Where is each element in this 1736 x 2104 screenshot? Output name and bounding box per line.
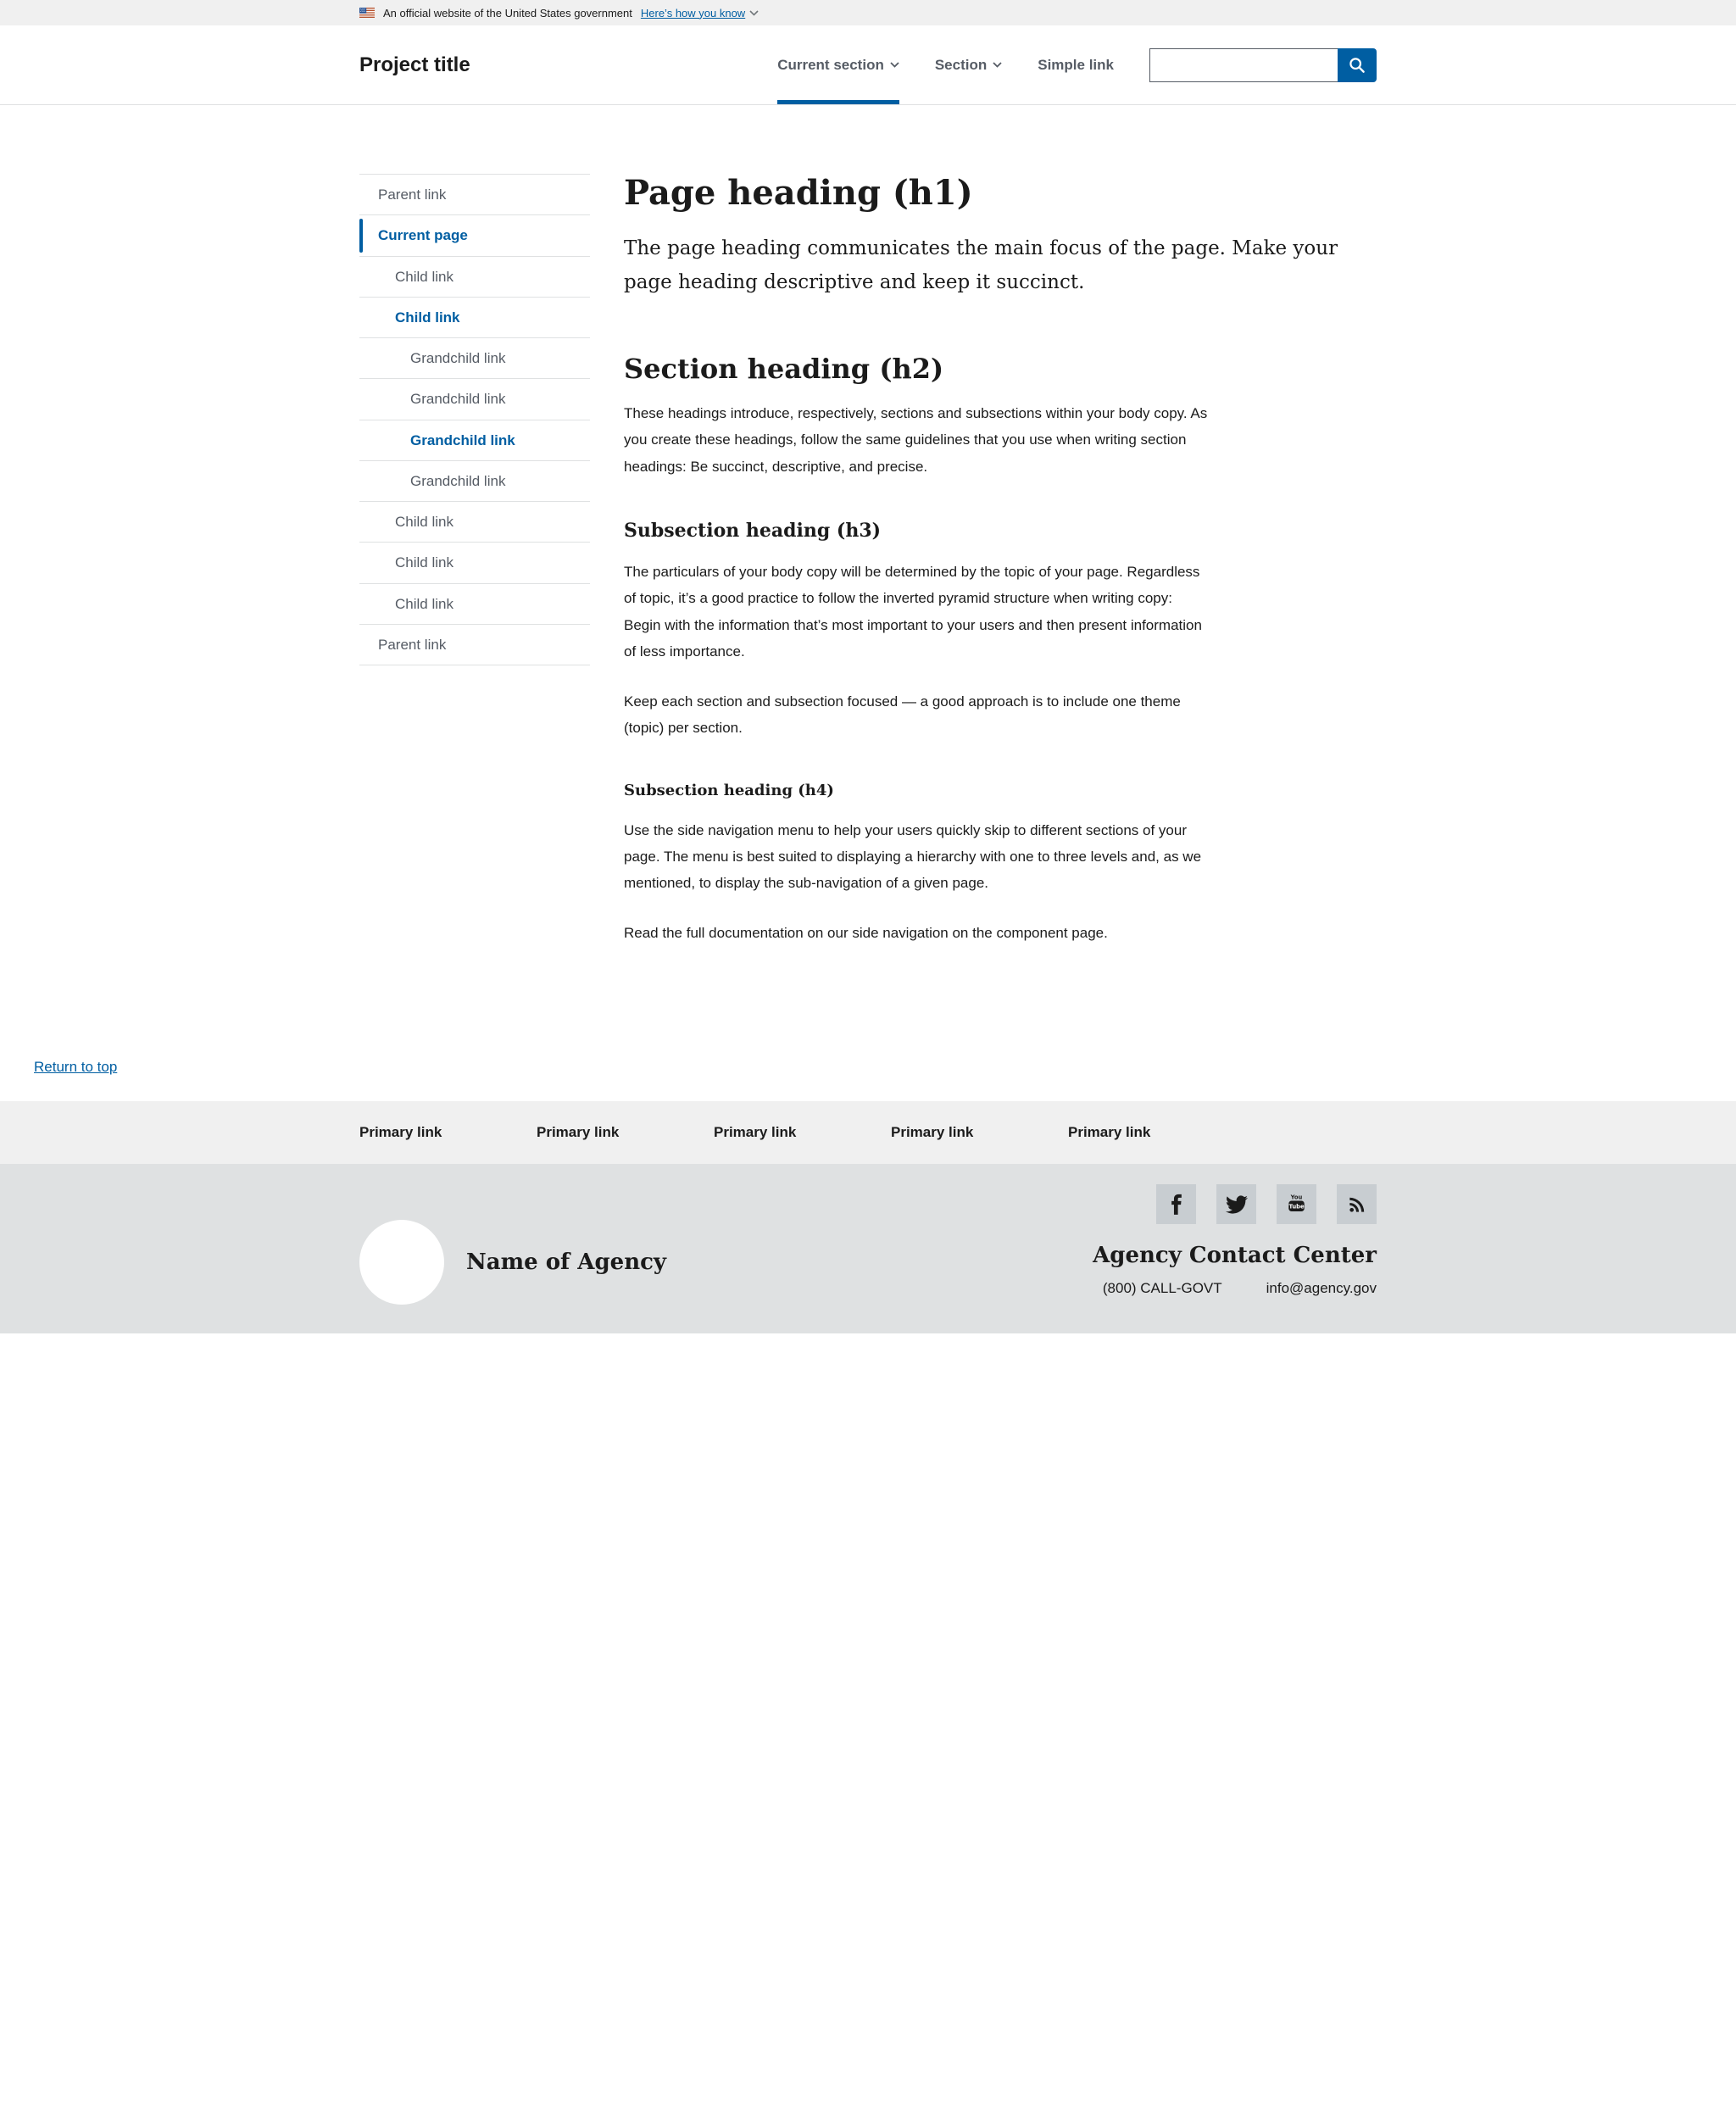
sidenav-item-active <box>359 420 590 461</box>
main-content <box>624 174 1377 976</box>
chevron-down-icon <box>749 10 759 16</box>
sidenav-link-grandchild[interactable]: Grandchild link <box>410 391 506 408</box>
section-heading-h2: Section heading (h2) <box>624 352 944 385</box>
footer-nav-item <box>714 1124 891 1141</box>
agency-name: Name of Agency <box>466 1250 667 1276</box>
banner-how-you-know-link[interactable]: Here’s how you know <box>641 7 759 19</box>
chevron-down-icon <box>890 62 899 68</box>
footer-nav-item <box>359 1124 537 1141</box>
sidenav-link-child[interactable]: Child link <box>395 514 453 530</box>
search-button[interactable] <box>1338 48 1377 82</box>
sidenav-link-parent[interactable]: Parent link <box>378 186 447 203</box>
footer-contact-block <box>1093 1184 1377 1297</box>
body-paragraph: Keep each section and subsection focused — a good approach is to include one theme (topic) per section. <box>624 693 1181 736</box>
search-form <box>1149 48 1377 82</box>
footer-primary-link[interactable]: Primary link <box>891 1124 974 1141</box>
sidenav-link-parent[interactable]: Parent link <box>378 636 447 653</box>
sidenav-item-current <box>359 215 590 256</box>
agency-identity <box>359 1220 666 1305</box>
sidenav-link-child[interactable]: Child link <box>395 595 453 612</box>
contact-links <box>1103 1280 1377 1297</box>
contact-phone-link[interactable]: (800) CALL-GOVT <box>1102 1280 1222 1297</box>
sidenav-item <box>359 175 590 215</box>
footer-primary-nav <box>0 1101 1736 1164</box>
sidenav-item <box>359 461 590 502</box>
sidenav-item-active <box>359 298 590 338</box>
footer-primary-link[interactable]: Primary link <box>359 1124 442 1141</box>
rss-icon <box>1346 1194 1368 1216</box>
footer-primary-link[interactable]: Primary link <box>537 1124 620 1141</box>
side-navigation <box>359 174 590 665</box>
social-links <box>1156 1184 1377 1224</box>
search-icon <box>1348 56 1366 75</box>
sidenav-link-current-page[interactable]: Current page <box>359 215 590 255</box>
subsection-heading-h3: Subsection heading (h3) <box>624 520 882 543</box>
footer-nav-item <box>891 1124 1068 1141</box>
svg-text:You: You <box>1290 1194 1303 1201</box>
body-paragraph: Read the full documentation on our side navigation on the component page. <box>624 924 1108 941</box>
site-header <box>0 25 1736 105</box>
intro-paragraph: The page heading communicates the main focus of the page. Make your page heading descriptive and keep it succinct. <box>624 237 1338 294</box>
sidenav-item <box>359 584 590 625</box>
banner-text: An official website of the United States government <box>383 6 632 19</box>
contact-email-link[interactable]: info@agency.gov <box>1266 1280 1377 1297</box>
footer-secondary-section <box>0 1164 1736 1333</box>
site-footer <box>0 1101 1736 1333</box>
nav-item-section[interactable]: Section <box>935 25 1002 104</box>
body-paragraph: Use the side navigation menu to help your users quickly skip to different sections of your page. The menu is best suited to displaying a hierarchy with one to three levels and, as we mentioned, to display the sub-navigation of a given page. <box>624 821 1202 892</box>
primary-nav <box>777 25 1149 104</box>
sidenav-link-child-active[interactable]: Child link <box>395 309 460 326</box>
subsection-heading-h4: Subsection heading (h4) <box>624 782 834 800</box>
svg-text:Tube: Tube <box>1288 1204 1305 1211</box>
chevron-down-icon <box>993 62 1002 68</box>
nav-item-current-section[interactable]: Current section <box>777 25 899 104</box>
sidenav-item <box>359 379 590 420</box>
facebook-icon <box>1166 1194 1188 1216</box>
sidenav-link-grandchild[interactable]: Grandchild link <box>410 472 506 489</box>
sidenav-item <box>359 338 590 379</box>
rss-link[interactable] <box>1337 1184 1377 1224</box>
youtube-icon <box>1285 1193 1308 1216</box>
sidenav-link-grandchild[interactable]: Grandchild link <box>410 350 506 366</box>
sidenav-link-grandchild-active[interactable]: Grandchild link <box>410 431 515 448</box>
sidenav-item <box>359 543 590 583</box>
nav-item-simple-link[interactable]: Simple link <box>1038 56 1114 73</box>
body-paragraph: The particulars of your body copy will be determined by the topic of your page. Regardless of topic, it’s a good practice to follow the inverted pyramid structure when writing copy: Begin with the information that’s most important to your users and then present information of less importance. <box>624 563 1202 660</box>
footer-primary-link[interactable]: Primary link <box>1068 1124 1151 1141</box>
sidenav-item <box>359 502 590 543</box>
sidenav-link-child[interactable]: Child link <box>395 554 453 571</box>
youtube-link[interactable] <box>1277 1184 1316 1224</box>
twitter-icon <box>1226 1194 1248 1216</box>
search-input[interactable] <box>1149 48 1338 82</box>
sidenav-item <box>359 625 590 665</box>
footer-primary-link[interactable]: Primary link <box>714 1124 797 1141</box>
us-flag-icon <box>359 8 375 18</box>
footer-nav-item <box>1068 1124 1245 1141</box>
twitter-link[interactable] <box>1216 1184 1256 1224</box>
footer-nav-item <box>537 1124 714 1141</box>
sidenav-link-child[interactable]: Child link <box>395 268 453 285</box>
gov-banner <box>0 0 1736 25</box>
site-title: Project title <box>359 53 470 76</box>
body-paragraph: These headings introduce, respectively, sections and subsections within your body copy. As you create these headings, follow the same guidelines that you use when writing section headings: Be succinct, descriptive, and precise. <box>624 404 1208 475</box>
page-heading-h1: Page heading (h1) <box>624 173 973 213</box>
facebook-link[interactable] <box>1156 1184 1196 1224</box>
agency-logo-placeholder <box>359 1220 444 1305</box>
return-to-top-link[interactable]: Return to top <box>34 1059 118 1076</box>
sidenav-item <box>359 257 590 298</box>
agency-contact-heading: Agency Contact Center <box>1093 1243 1377 1269</box>
